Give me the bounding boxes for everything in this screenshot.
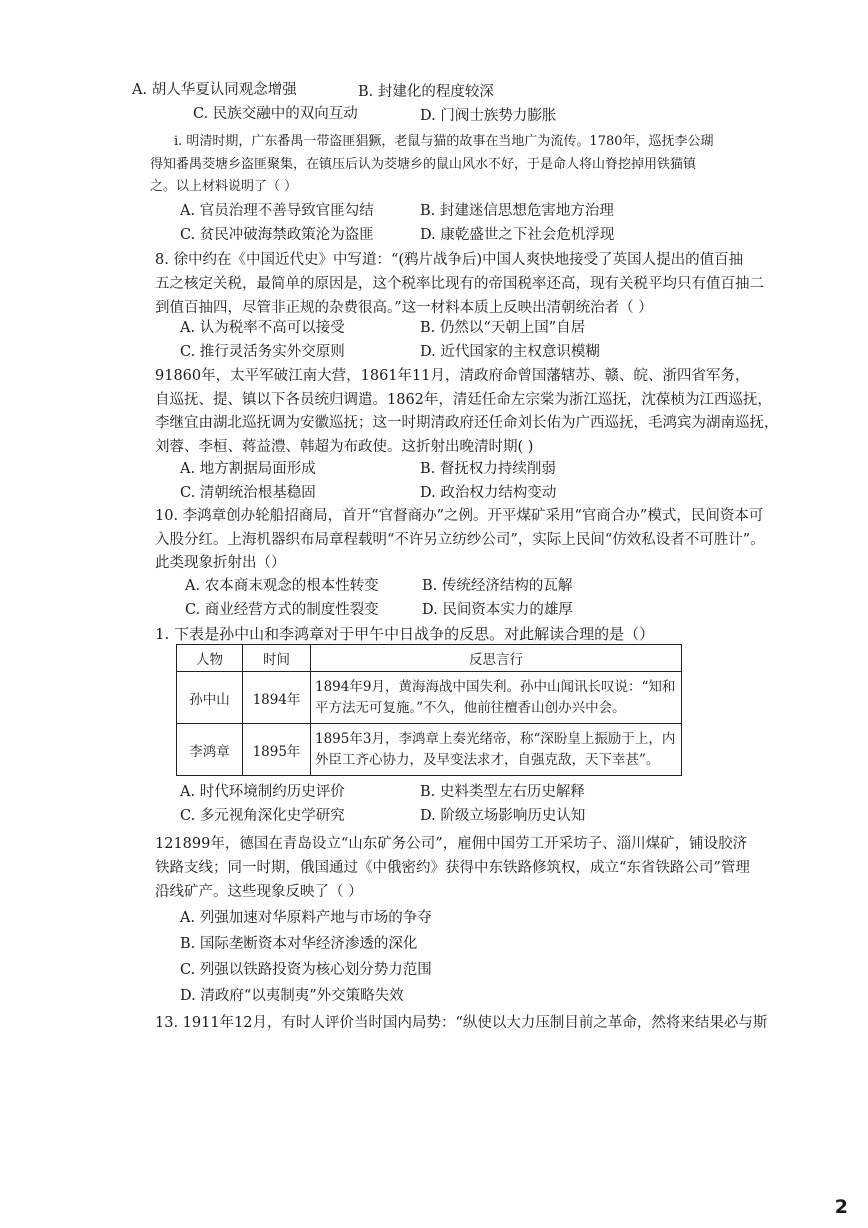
q11-option-a: A. 时代环境制约历史评价	[180, 784, 345, 800]
q8-option-a: A. 认为税率不高可以接受	[180, 320, 345, 336]
q9-option-d: D. 政治权力结构变动	[420, 485, 557, 501]
q9-stem-line-3: 李继宜由湖北巡抚调为安徽巡抚；这一时期清政府还任命刘长佑为广西巡抚，毛鸿宾为湖南巡抚，	[155, 415, 779, 431]
table-cell-time: 1895年	[243, 724, 311, 776]
q6-option-b: B. 封建化的程度较深	[358, 84, 494, 100]
q10-stem-line-3: 此类现象折射出（）	[155, 555, 286, 571]
table-cell-person: 孙中山	[177, 672, 243, 724]
table-cell-reflection: 1894年9月，黄海海战中国失利。孙中山闻讯长叹说：“知和平方法无可复施。”不久，他前往檀香山创办兴中会。	[311, 672, 682, 724]
q6-option-c: C. 民族交融中的双向互动	[193, 106, 358, 122]
q10-option-d: D. 民间资本实力的雄厚	[422, 602, 573, 618]
q8-stem-line-3: 到值百抽四，尽管非正规的杂费很高。”这一材料本质上反映出清朝统治者（ ）	[155, 300, 653, 316]
q8-stem-line-1: 8. 徐中约在《中国近代史》中写道：“(鸦片战争后)中国人爽快地接受了英国人提出的值百抽	[155, 252, 744, 268]
q12-stem-line-3: 沿线矿产。这些现象反映了（ ）	[155, 884, 363, 900]
q10-option-a: A. 农本商末观念的根本性转变	[185, 578, 379, 594]
q9-option-a: A. 地方割据局面形成	[180, 461, 316, 477]
page-number: 2	[834, 1196, 848, 1218]
q12-option-a: A. 列强加速对华原料产地与市场的争夺	[180, 910, 432, 926]
q9-stem-line-4: 刘蓉、李桓、蒋益澧、韩超为布政使。这折射出晚清时期( )	[155, 439, 534, 455]
q12-stem-line-1: 121899年，德国在青岛设立“山东矿务公司”，雇佣中国劳工开采坊子、淄川煤矿，铺设胶济	[155, 836, 748, 852]
q7-option-a: A. 官员治理不善导致官匪勾结	[180, 203, 374, 219]
q13-stem-line-1: 13. 1911年12月，有时人评价当时国内局势：“纵使以大力压制目前之革命，然将来结果必与斯	[155, 1015, 768, 1031]
table-cell-reflection: 1895年3月，李鸿章上奏光绪帝，称“深盼皇上振励于上，内外臣工齐心协力，及早变法求才，自强克敌，天下幸甚”。	[311, 724, 682, 776]
q6-option-d: D. 门阀士族势力膨胀	[420, 108, 557, 124]
q8-option-d: D. 近代国家的主权意识模糊	[420, 344, 600, 360]
q7-option-b: B. 封建迷信思想危害地方治理	[420, 203, 614, 219]
q8-stem-line-2: 五之核定关税，最简单的原因是，这个税率比现有的帝国税率还高，现有关税平均只有值百抽二	[155, 276, 764, 292]
q11-option-b: B. 史料类型左右历史解释	[420, 784, 585, 800]
q9-stem-line-1: 91860年，太平军破江南大营，1861年11月，清政府命曾国藩辖苏、赣、皖、浙四省军务，	[155, 368, 750, 384]
q10-stem-line-2: 入股分红。上海机器织布局章程载明“不许另立纺纱公司”，实际上民间“仿效私设者不可胜计”。	[155, 532, 765, 548]
reflection-table	[176, 644, 682, 776]
q12-option-c: C. 列强以铁路投资为核心划分势力范围	[180, 962, 432, 978]
q10-stem-line-1: 10. 李鸿章创办轮船招商局，首开“官督商办”之例。开平煤矿采用“官商合办”模式，民间资本可	[155, 508, 764, 524]
q7-option-c: C. 贫民冲破海禁政策沦为盗匪	[180, 227, 374, 243]
table-cell-time: 1894年	[243, 672, 311, 724]
table-header-time: 时间	[243, 645, 311, 672]
q9-stem-line-2: 自巡抚、提、镇以下各员统归调遣。1862年，清廷任命左宗棠为浙江巡抚，沈葆桢为江西巡抚，	[155, 392, 772, 408]
table-header-reflection: 反思言行	[311, 645, 682, 672]
table-header-person: 人物	[177, 645, 243, 672]
q10-option-c: C. 商业经营方式的制度性裂变	[185, 602, 379, 618]
q8-option-c: C. 推行灵活务实外交原则	[180, 344, 345, 360]
q7-stem-line-3: 之。以上材料说明了（ ）	[150, 179, 298, 194]
q11-option-d: D. 阶级立场影响历史认知	[420, 808, 586, 824]
q12-option-b: B. 国际垄断资本对华经济渗透的深化	[180, 936, 418, 952]
table-row	[177, 672, 682, 724]
q7-stem-line-1: i. 明清时期，广东番禺一带盗匪猖獗，老鼠与猫的故事在当地广为流传。1780年，巡抚李公瑚	[174, 134, 714, 149]
q12-option-d: D. 清政府“以夷制夷”外交策略失效	[180, 988, 404, 1004]
q8-option-b: B. 仍然以“天朝上国”自居	[420, 320, 586, 336]
q6-option-a: A. 胡人华夏认同观念增强	[132, 82, 297, 98]
q9-option-c: C. 清朝统治根基稳固	[180, 485, 316, 501]
table-cell-person: 李鸿章	[177, 724, 243, 776]
q9-option-b: B. 督抚权力持续削弱	[420, 461, 556, 477]
table-row	[177, 724, 682, 776]
q11-option-c: C. 多元视角深化史学研究	[180, 808, 345, 824]
q7-option-d: D. 康乾盛世之下社会危机浮现	[420, 227, 615, 243]
q7-stem-line-2: 得知番禺茭塘乡盗匪聚集，在镇压后认为茭塘乡的鼠山风水不好，于是命人将山脊挖掉用铁猫镇	[150, 157, 697, 172]
q12-stem-line-2: 铁路支线；同一时期，俄国通过《中俄密约》获得中东铁路修筑权，成立“东省铁路公司”管理	[155, 860, 750, 876]
q10-option-b: B. 传统经济结构的瓦解	[422, 578, 573, 594]
q11-stem: 1. 下表是孙中山和李鸿章对于甲午中日战争的反思。对此解读合理的是（）	[155, 625, 655, 643]
